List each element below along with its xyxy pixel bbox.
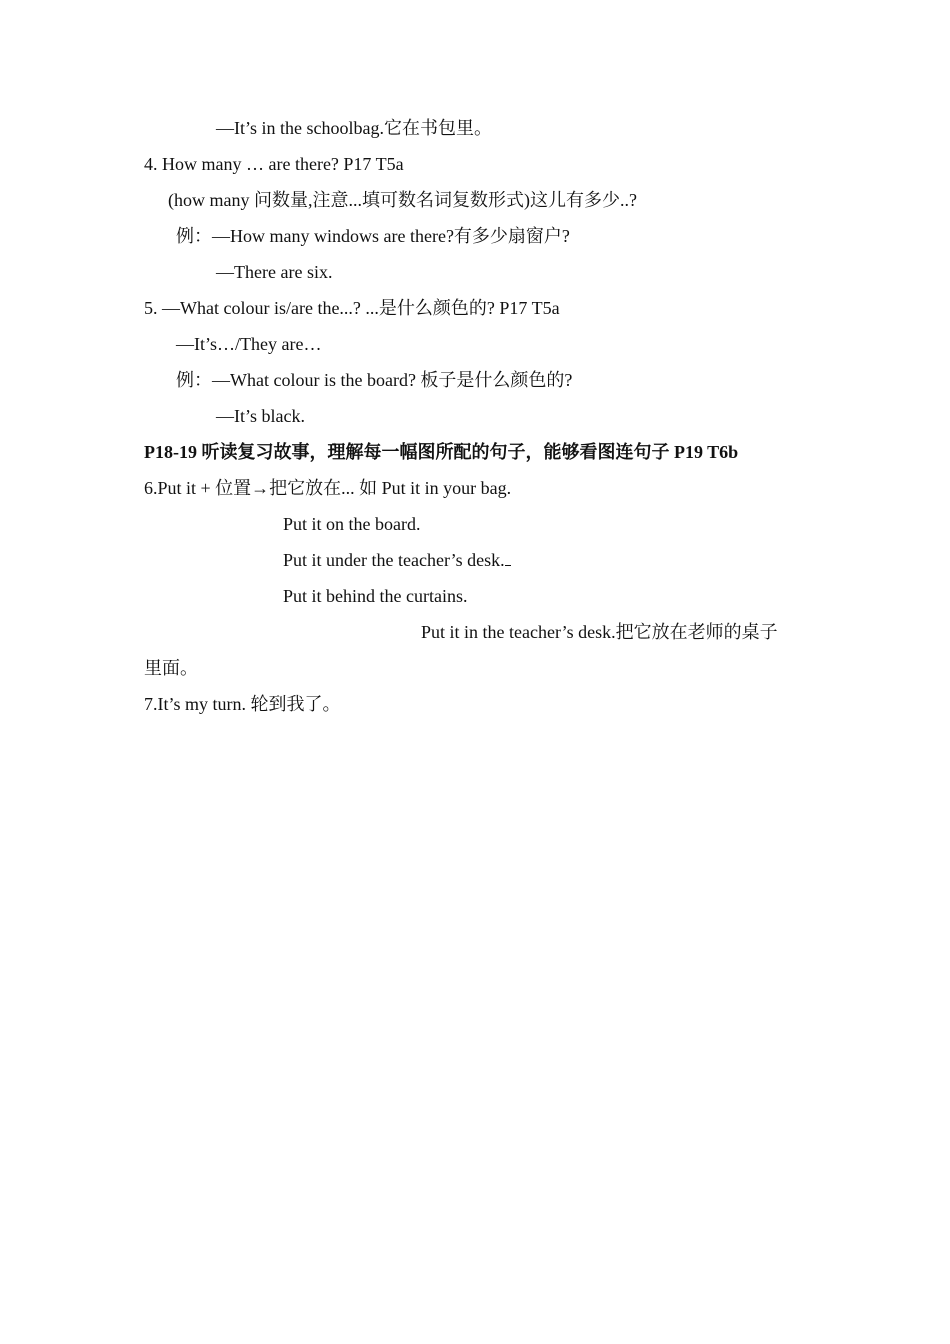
item-5-example-answer: —It’s black.: [216, 406, 305, 426]
item-6-example-curtains: Put it behind the curtains.: [283, 586, 468, 606]
item-7-line: 7.It’s my turn. 轮到我了。: [144, 694, 341, 714]
section-heading-p18-19: P18-19 听读复习故事，理解每一幅图所配的句子，能够看图连句子 P19 T6b: [144, 442, 739, 462]
item-4-example-answer: —There are six.: [216, 262, 333, 282]
item-6-example-under-desk: [283, 548, 511, 572]
item-5-pattern: —It’s…/They are…: [176, 334, 322, 354]
underline-mark: [505, 549, 511, 566]
item-6-example-under-desk-text: Put it under the teacher’s desk.: [283, 550, 505, 570]
answer-line-schoolbag: —It’s in the schoolbag.它在书包里。: [216, 118, 492, 138]
item-4-note: (how many 问数量,注意...填可数名词复数形式)这儿有多少..?: [168, 190, 637, 210]
item-4-heading: 4. How many … are there? P17 T5a: [144, 154, 404, 174]
item-4-example-question: 例：—How many windows are there?有多少扇窗户?: [176, 226, 570, 246]
item-5-example-question: 例：—What colour is the board? 板子是什么颜色的?: [176, 370, 573, 390]
item-6-heading: 6.Put it + 位置→把它放在... 如 Put it in your bag.: [144, 478, 512, 498]
item-6-example-in-desk-continued: 里面。: [144, 658, 198, 678]
item-5-heading: 5. —What colour is/are the...? ...是什么颜色的? P17 T5a: [144, 298, 560, 318]
item-6-example-in-desk: Put it in the teacher’s desk.把它放在老师的桌子: [421, 622, 778, 642]
item-6-example-board: Put it on the board.: [283, 514, 421, 534]
